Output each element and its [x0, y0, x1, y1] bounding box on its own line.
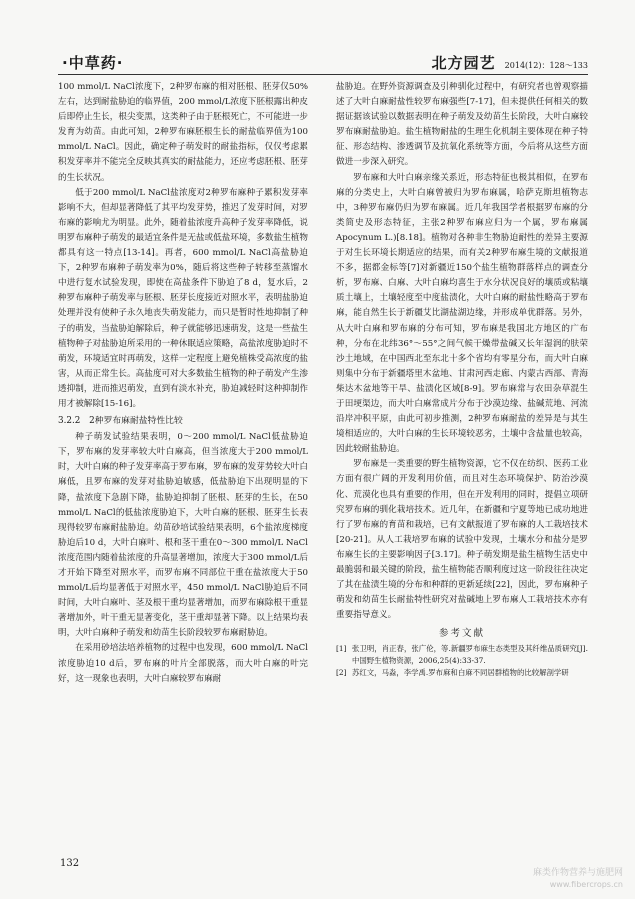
right-paragraph-2: 罗布麻和大叶白麻亲缘关系近，形态特征也极其相似，在罗布麻的分类史上，大叶白麻曾被归为罗布麻属，哈萨克斯坦植物志中，3种罗布麻仍归为罗布麻属。近几年我国学者根据罗布麻的分类简史及形态特征，主张2种罗布麻应归为一个属，罗布麻属 Apocynum L.)[8.18]。植物对各种非生物胁迫耐性的差异主要源于对生长环境长期适应的结果，而有关2种罗布麻生境的文献报道不多，据都金标等[7]对新疆近150个盐生植物群落样点的调查分析，罗布麻、白麻、大叶白麻均喜生于水分状况良好的壤质或粘壤质土壤上，土壤轻度至中度盐渍化，大叶白麻的耐盐性略高于罗布麻，能自然生长于新疆艾比湖盐湖边缘，并形成单优群落。另外，从大叶白麻和罗布麻的分布可知，罗布麻是我国北方地区的广布种，分布在北纬36°～55°之间气候干燥带盐碱又长年湿润的肤荣沙土地域，在中国西北至东北十多个省均有零星分布，而大叶白麻则集中分布于新疆塔里木盆地、甘肃河西走廊、内蒙古西部、青海柴达木盆地等干旱、盐渍化区域[8-9]。罗布麻常与农田杂草混生于田埂渠边，而大叶白麻常成片分布于沙漠边缘、盐碱荒地、河流沿岸冲积平原，由此可初步推测，2种罗布麻耐盐的差异是与其生境相适应的，大叶白麻的生长环境较恶劣，土壤中含盐量也较高，因此较耐盐胁迫。	[336, 172, 588, 455]
references-list	[336, 643, 588, 679]
reference-item	[336, 643, 588, 667]
references-heading: 参考文献	[438, 628, 485, 640]
watermark-url: www.fibercrops.cn	[549, 880, 623, 889]
issue-info: 2014(12)：128～133	[504, 61, 588, 70]
page-header	[58, 50, 588, 75]
page-number: 132	[60, 858, 80, 869]
left-paragraph-3: 种子萌发试验结果表明，0～200 mmol/L NaCl低盐胁迫下，罗布麻的发芽率较大叶白麻高，但当浓度大于200 mmol/L时，大叶白麻的种子发芽率高于罗布麻，罗布麻的发芽势较大叶白麻低，且罗布麻的发芽对盐胁迫敏感，低盐胁迫下出现明显的下降，盐浓度下急剧下降，盐胁迫抑制了胚根、胚芽的生长，在50 mmol/L NaCl的低盐浓度胁迫下，大叶白麻的胚根、胚芽生长表现得较罗布麻耐盐胁迫。幼苗砂培试验结果表明，6个盐浓度梯度胁迫后10 d，大叶白麻叶、根和茎干重在0～300 mmol/L NaCl浓度范围内随着盐浓度的升高显著增加，浓度大于300 mmol/L后才开始下降至对照水平，而罗布麻不同部位干重在盐浓度大于50 mmol/L后均显著低于对照水平，450 mmol/L NaCl胁迫后不同时间，大叶白麻叶、茎及根干重均显著增加，而罗布麻除根干重显著增加外，叶干重无显著变化，茎干重却显著下降。以上结果均表明，大叶白麻种子萌发和幼苗生长阶段较罗布麻耐胁迫。	[58, 432, 308, 639]
reference-text: 苏红文，马淼，李学禹.罗布麻和白麻不同居群植物的比较解剖学研	[352, 668, 569, 678]
right-paragraph-1: 盐胁迫。在野外资源调查及引种驯化过程中，有研究者也曾观察描述了大叶白麻耐盐性较罗布麻强些[7-17]，但未提供任何相关的数据证据该试验以数据表明在种子萌发及幼苗生长阶段，大叶白麻较罗布麻耐盐胁迫。盐生植物耐盐的生理生化机制主要体现在种子特征、形态结构、渗透调节及抗氧化系统等方面，今后将从这些方面做进一步深入研究。	[336, 82, 588, 168]
reference-text: 张卫明，肖正春，张广伦，等.新疆罗布麻生态类型及其纤维品质研究[J].中国野生植物资源，2006,25(4):33-37.	[352, 644, 588, 666]
watermark	[483, 867, 623, 891]
left-paragraph-2: 低于200 mmol/L NaCl盐浓度对2种罗布麻种子累积发芽率影响不大，但却显著降低了其平均发芽势，推迟了发芽时间，对罗布麻的影响尤为明显。此外，随着盐浓度升高种子发芽率降低，说明罗布麻种子萌发的最适宜条件是无盐或低盐环境，多数盐生植物都具有这一特点[13-14]。再者，600 mmol/L NaCl高盐胁迫下，2种罗布麻种子萌发率为0%，随后将这些种子转移至蒸馏水中进行复水试验发现，即使在高盐条件下胁迫了8 d，复水后，2种罗布麻种子萌发率与胚根、胚芽长度接近对照水平，表明盐胁迫处理并没有使种子永久地丧失萌发能力，而只是暂时性地抑制了种子的萌发，当盐胁迫解除后，种子就能够迅速萌发，这是一些盐生植物种子对盐胁迫所采用的一种休眠适应策略，高盐浓度胁迫时不萌发，环境适宜时再萌发，这样一定程度上避免植株受高浓度的盐害，从而正常生长。高盐度可对大多数盐生植物的种子萌发产生渗透抑制，进而推迟萌发，直到有淡水补充，胁迫减轻时这种抑制作用才被解除[15-16]。	[58, 187, 308, 409]
right-column	[336, 80, 588, 679]
reference-number: [2]	[336, 668, 347, 678]
section-heading: 3.2.2 2种罗布麻耐盐特性比较	[58, 416, 183, 427]
right-paragraph-3: 罗布麻是一类重要的野生植物资源，它不仅在纺织、医药工业方面有很广阔的开发利用价值，而且对生态环境保护、防治沙漠化、荒漠化也具有重要的作用，但在开发利用的同时，提倡立项研究罗布麻的驯化栽培技术。近几年，在新疆和宁夏等地已成功地进行了罗布麻的育苗和栽培，已有文献报道了罗布麻的人工栽培技术[20-21]。从人工栽培罗布麻的试验中发现，土壤水分和盐分是罗布麻生长的主要影响因子[3.17]。种子萌发期是盐生植物生活史中最脆弱和最关键的阶段，盐生植物能否顺利度过这一阶段往往决定了其在盐渍生境的分布和种群的更新延续[22]，因此，罗布麻种子萌发和幼苗生长耐盐特性研究对盐碱地上罗布麻人工栽培技术亦有重要指导意义。	[336, 459, 588, 621]
left-paragraph-1: 100 mmol/L NaCl浓度下，2种罗布麻的相对胚根、胚芽仅50%左右，达到耐盐胁迫的临界值，200 mmol/L浓度下胚根露出种皮后即停止生长，根尖变黑，这类种子由于胚根死亡，不可能进一步发育为幼苗。由此可知，2种罗布麻胚根生长的耐盐临界值为100 mmol/L NaCl。因此，确定种子萌发时的耐盐指标，仅仅考虑累积发芽率并不能完全反映其真实的耐盐能力，还应考虑胚根、胚芽的生长状况。	[58, 82, 308, 183]
journal-info	[432, 52, 588, 73]
journal-name: 北方园艺	[431, 54, 496, 72]
watermark-title: 麻类作物营养与施肥网	[532, 868, 623, 878]
reference-number: [1]	[336, 644, 347, 654]
section-label: ·中草药·	[62, 54, 124, 72]
left-column	[58, 80, 308, 687]
left-paragraph-4: 在采用砂培法培养植物的过程中也发现，600 mmol/L NaCl浓度胁迫10 d后，罗布麻的叶片全部脱落，而大叶白麻的叶完好，这一现象也表明，大叶白麻较罗布麻耐	[58, 643, 308, 684]
reference-item	[336, 667, 588, 679]
